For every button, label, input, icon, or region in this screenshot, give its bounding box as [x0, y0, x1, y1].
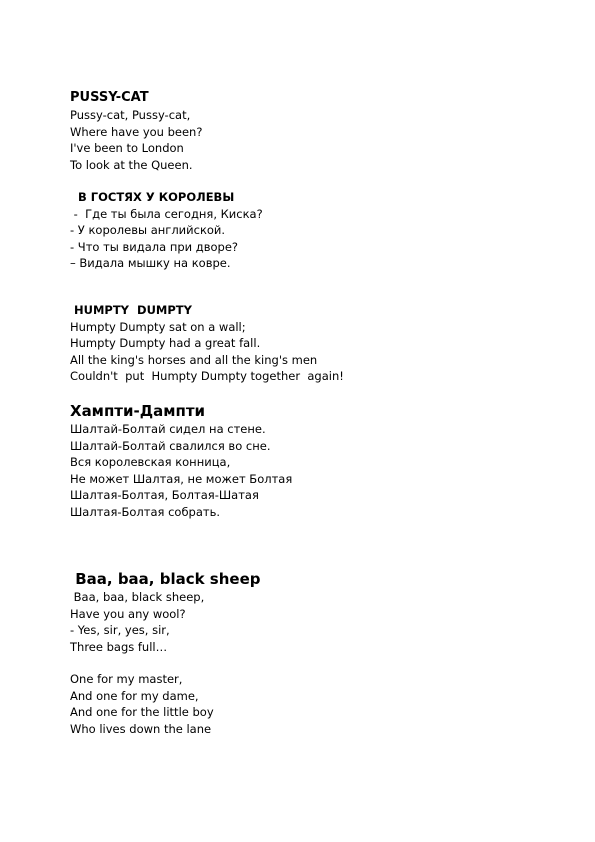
stanza-gap [70, 655, 261, 671]
poem-line: Шалтая-Болтая, Болтая-Шатая [70, 488, 259, 502]
humpty-dumpty-poem [70, 302, 344, 385]
poem-line: - У королевы английской. [70, 223, 226, 237]
poem-line: Where have you been? [70, 124, 203, 139]
poem-line: Pussy-cat, Pussy-cat, [70, 108, 191, 122]
poem-line: - Что ты видала при дворе? [70, 239, 239, 254]
poem-line: I've been to London [70, 141, 184, 155]
poem-line: Вся королевская конница, [70, 455, 231, 469]
poem-line: Baa, baa, black sheep, [70, 590, 205, 604]
poem-title: HUMPTY DUMPTY [70, 303, 192, 317]
koroleva-poem [70, 189, 263, 272]
poem-line: And one for my dame, [70, 688, 199, 703]
poem-title: В ГОСТЯХ У КОРОЛЕВЫ [70, 190, 235, 204]
poem-line: Не может Шалтая, не может Болтая [70, 471, 293, 486]
poem-line: Three bags full… [70, 639, 168, 654]
poem-line: Humpty Dumpty sat on a wall; [70, 319, 246, 334]
poem-title: Baa, baa, black sheep [70, 570, 261, 588]
poem-line: Humpty Dumpty had a great fall. [70, 336, 261, 350]
poem-line: Have you any wool? [70, 606, 186, 621]
pussy-cat-poem [70, 89, 202, 173]
poem-line: Who lives down the lane [70, 721, 212, 736]
poem-line: - Yes, sir, yes, sir, [70, 623, 170, 637]
poem-line: Шалтай-Болтай свалился во сне. [70, 438, 271, 453]
baa-baa-black-sheep-poem [70, 569, 261, 737]
poem-line: Couldn't put Humpty Dumpty together again! [70, 369, 344, 383]
poem-line: Шалтай-Болтай сидел на стене. [70, 422, 266, 436]
poem-line: Шалтая-Болтая собрать. [70, 504, 221, 519]
poem-line: - Где ты была сегодня, Киска? [70, 206, 263, 221]
hampti-dampti-poem [70, 401, 292, 520]
poem-line: To look at the Queen. [70, 157, 193, 172]
poem-line: One for my master, [70, 672, 183, 686]
poem-line: All the king's horses and all the king's men [70, 352, 318, 367]
poem-line: – Видала мышку на ковре. [70, 256, 231, 270]
poem-line: And one for the little boy [70, 705, 214, 719]
poem-title: PUSSY-CAT [70, 90, 149, 105]
poem-title: Хампти-Дампти [70, 402, 206, 420]
